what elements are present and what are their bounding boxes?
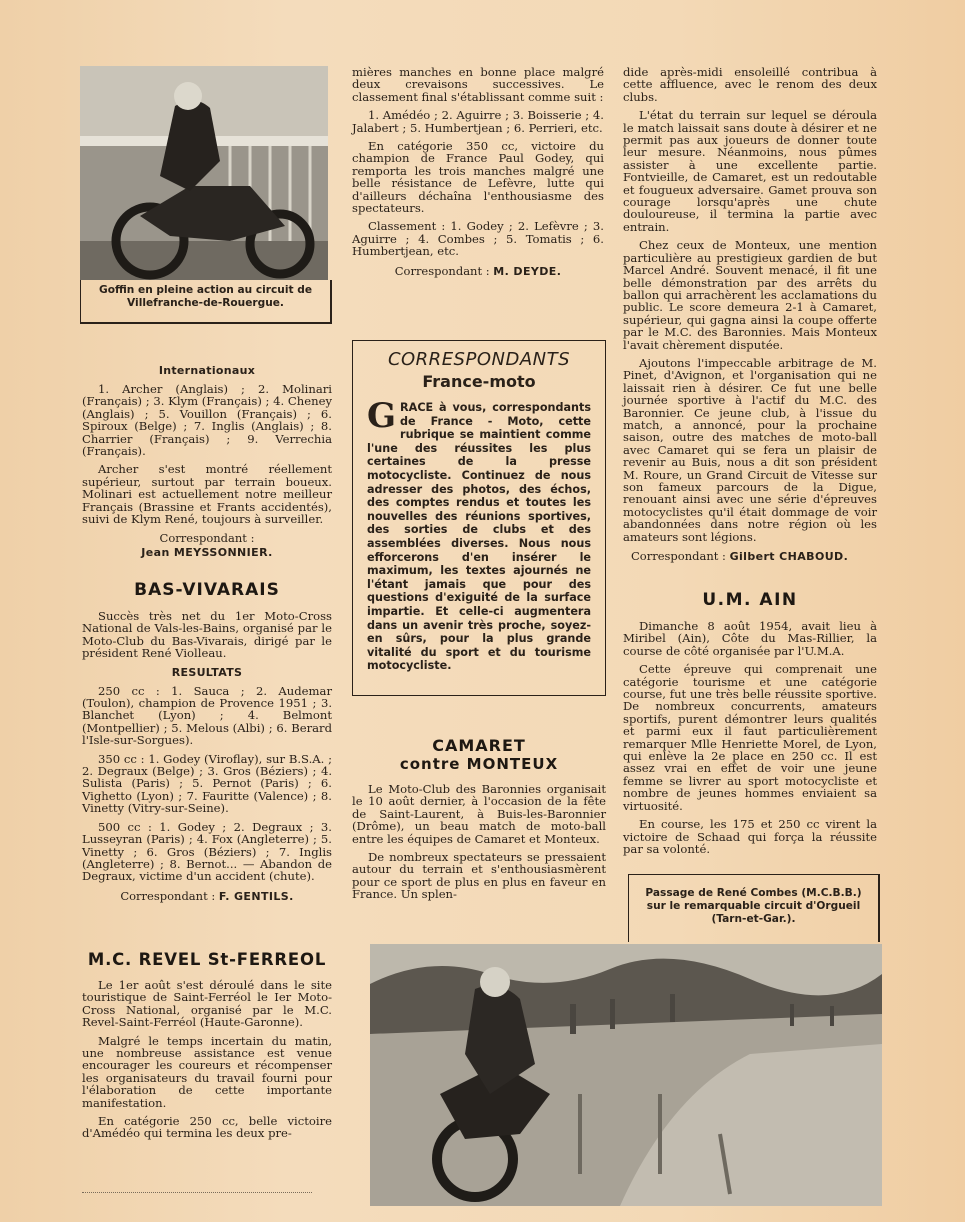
revel-continued-p1: mières manches en bonne place malgré deux crevaisons successives. Le classement final s'établissant comme suit : xyxy=(352,65,604,104)
box-subtitle: France-moto xyxy=(422,372,536,391)
um-ain-paragraph-3: En course, les 175 et 250 cc virent la victoire de Schaad qui força la réussite par sa volonté. xyxy=(623,817,877,856)
goffin-photo-caption xyxy=(80,280,332,324)
box-dropcap: G xyxy=(367,396,397,436)
camaret-paragraph-1: Le Moto-Club des Baronnies organisait le 10 août dernier, à l'occasion de la fête de Saint-Laurent, à Buis-les-Baronnier (Drôme), un beau match de moto-ball entre les équipes de Camaret et Monteux. xyxy=(352,782,606,846)
correspondent-label: Correspondant : xyxy=(394,263,490,278)
bas-vivarais-title: BAS-VIVARAIS xyxy=(134,580,280,600)
col3-paragraph-1: dide après-midi ensoleillé contribua à cette affluence, avec le renom des deux clubs. xyxy=(623,65,877,104)
revel-section xyxy=(82,950,332,1146)
revel-paragraph-3: En catégorie 250 cc, belle victoire d'Amédéo qui termina les deux pre- xyxy=(82,1114,332,1141)
correspondent-label: Correspondant : xyxy=(631,549,726,564)
correspondent-label: Correspondant : xyxy=(159,531,255,546)
resultats-heading: RESULTATS xyxy=(171,665,243,679)
goffin-caption-text: Goffin en pleine action au circuit de Villefranche-de-Rouergue. xyxy=(99,284,312,309)
box-body-text: RACE à vous, correspondants de France - Moto, cette rubrique se maintient comme l'une des réussites les plus certaines de la presse motocycliste. Continuez de nous adresser des photos, des échos, des comptes rendus et toutes les nouvelles des réunions sportives, des sorties de clubs et des assemblées diverses. Nous nous efforcerons d'en insérer le maximum, les textes ajournés ne l'étant jamais que pour des questions d'exiguité de la surface impartie. Et celle-ci augmentera dans un avenir très proche, soyez-en sûrs, pour la plus grande vitalité du sport et du tourisme motocycliste. xyxy=(367,401,591,673)
revel-paragraph-2: Malgré le temps incertain du matin, une nombreuse assistance est venue encourager les coureurs et récompenser les organisateurs du travail fourni pour l'élaboration de cette importante manifestation. xyxy=(82,1033,332,1110)
internationaux-correspondent xyxy=(82,531,332,559)
um-ain-paragraph-2: Cette épreuve qui comprenait une catégorie tourisme et une catégorie course, fut une très belle réussite sportive. De nombreux concurrents, amateurs sportifs, purent démontrer leurs qualités et parmi eux il faut particulièrement remarquer Mlle Henriette Morel, de Lyon, qui enlève la 2e place en 250 cc. Il est assez vrai en effet de voir une jeune femme se livrer au sport motocycliste et nombre de jeunes hommes enviaient sa virtuosité. xyxy=(623,662,877,813)
revel-continued-p4: Classement : 1. Godey ; 2. Lefèvre ; 3. Aguirre ; 4. Combes ; 5. Tomatis ; 6. Humbertjean, etc. xyxy=(352,219,604,259)
bas-vivarais-correspondent xyxy=(82,889,332,903)
camaret-paragraph-2: De nombreux spectateurs se pressaient autour du terrain et s'enthousiasmèrent pour ce sport de plus en plus en faveur en France. Un splen- xyxy=(352,850,606,902)
camaret-continued xyxy=(623,66,877,563)
bas-vivarais-intro: Succès très net du 1er Moto-Cross National de Vals-les-Bains, organisé par le Moto-Club du Bas-Vivarais, dirigé par le président René Violleau. xyxy=(82,609,332,661)
bottom-edge-marks xyxy=(82,1192,312,1195)
col3-paragraph-2: L'état du terrain sur lequel se déroula le match laissait sans doute à désirer et ne permit pas aux joueurs de donner toute leur mesure. Néanmoins, nous pûmes assister à une excellente partie. Fontvieille, de Camaret, est un redoutable et fougueux adversaire. Gamet prouva son courage lorsqu'après une chute douloureuse, il termina la partie avec entrain. xyxy=(623,108,877,234)
results-350cc: 350 cc : 1. Godey (Viroflay), sur B.S.A. ; 2. Degraux (Belge) ; 3. Gros (Béziers) ; 4. Sulista (Paris) ; 5. Pernot (Paris) ; 6. Vighetto (Lyon) ; 7. Fauritte (Valence) ; 8. Vinetty (Vitry-sur-Seine). xyxy=(82,751,332,816)
correspondent-name: M. DEYDE. xyxy=(493,264,562,278)
bas-vivarais-section xyxy=(82,580,332,903)
revel-continued-p3: En catégorie 350 cc, victoire du champion de France Paul Godey, qui remporta les trois manches malgré une belle résistance de Lefèvre, lutte qui d'ailleurs déchaîna l'enthousiasme des spectateurs. xyxy=(352,139,604,216)
internationaux-comment: Archer s'est montré réellement supérieur, surtout par terrain boueux. Molinari est actuellement notre meilleur Français (Brassine et Frants accidentés), suivi de Klym René, toujours à surveiller. xyxy=(82,462,332,527)
camaret-correspondent xyxy=(623,549,877,563)
correspondent-name: Jean MEYSSONNIER. xyxy=(141,546,273,560)
revel-title: M.C. REVEL St-FERREOL xyxy=(87,950,327,969)
box-body xyxy=(367,396,591,673)
revel-paragraph-1: Le 1er août s'est déroulé dans le site touristique de Saint-Ferréol le Ier Moto-Cross National, organisé par le M.C. Revel-Saint-Ferréol (Haute-Garonne). xyxy=(82,978,332,1030)
col3-paragraph-3: Chez ceux de Monteux, une mention particulière au prestigieux gardien de but Marcel André. Souvent menacé, il fit une belle démonstration par des arrêts du ballon qui arrachèrent les acclamations du public. Le score demeura 2-1 à Camaret, supérieur, qui gagna ainsi la coupe offerte par le M.C. des Baronnies. Mais Monteux l'avait chèrement disputée. xyxy=(623,238,877,352)
um-ain-section xyxy=(623,590,877,861)
combes-caption-text: Passage de René Combes (M.C.B.B.) sur le remarquable circuit d'Orgueil (Tarn-et-Gar.). xyxy=(645,887,862,925)
combes-photo-caption xyxy=(628,874,880,942)
correspondent-name: F. GENTILS. xyxy=(218,889,294,903)
revel-continued xyxy=(352,66,604,278)
camaret-subtitle: contre MONTEUX xyxy=(399,755,559,773)
col3-paragraph-4: Ajoutons l'impeccable arbitrage de M. Pinet, d'Avignon, et l'organisation qui ne laissait rien à désirer. Ce fut une belle journée sportive à l'actif du M.C. des Baronnier. Ce jeune club, à l'issue du match, a annoncé, pour la prochaine saison, outre des matches de moto-ball avec Camaret qui se fera un plaisir de revenir au Buis, nous a dit son président M. Roure, un Grand Circuit de Vitesse sur son fameux parcours de la Digue, renouant ainsi avec une série d'épreuves motocyclistes qu'il était dommage de voir abandonnées dans notre région où les amateurs sont légions. xyxy=(623,355,877,544)
combes-motocross-photo xyxy=(370,944,882,1206)
camaret-section xyxy=(352,736,606,907)
internationaux-heading: Internationaux xyxy=(158,364,256,377)
results-500cc: 500 cc : 1. Godey ; 2. Degraux ; 3. Lusseyran (Paris) ; 4. Fox (Angleterre) ; 5. Vinetty ; 6. Gros (Béziers) ; 7. Inglis (Angleterre) ; 8. Bernot... — Abandon de Degraux, victime d'un accident (chute). xyxy=(82,819,332,884)
camaret-title: CAMARET xyxy=(432,736,526,755)
results-250cc: 250 cc : 1. Sauca ; 2. Audemar (Toulon), champion de Provence 1951 ; 3. Blanchet (Lyon) ; 4. Belmont (Montpellier) ; 5. Melous (Albi) ; 6. Berard l'Isle-sur-Sorgues). xyxy=(82,683,332,748)
revel-continued-p2: 1. Amédéo ; 2. Aguirre ; 3. Boisserie ; 4. Jalabert ; 5. Humbertjean ; 6. Perrieri, etc. xyxy=(352,108,604,135)
internationaux-results: 1. Archer (Anglais) ; 2. Molinari (Français) ; 3. Klym (Français) ; 4. Cheney (Anglais) ; 5. Vouillon (Français) ; 6. Spiroux (Belge) ; 7. Inglis (Anglais) ; 8. Charrier (Français) ; 9. Verrechia (Français). xyxy=(82,382,332,459)
revel-correspondent xyxy=(352,264,604,278)
box-title: CORRESPONDANTS xyxy=(387,349,571,370)
um-ain-title: U.M. AIN xyxy=(702,590,798,610)
correspondent-name: Gilbert CHABOUD. xyxy=(729,550,849,564)
internationaux-section xyxy=(82,360,332,559)
correspondants-box xyxy=(352,340,606,696)
goffin-motorcycle-photo xyxy=(80,66,328,280)
correspondent-label: Correspondant : xyxy=(120,888,216,903)
um-ain-paragraph-1: Dimanche 8 août 1954, avait lieu à Miribel (Ain), Côte du Mas-Rillier, la course de côté organisée par l'U.M.A. xyxy=(623,619,877,658)
